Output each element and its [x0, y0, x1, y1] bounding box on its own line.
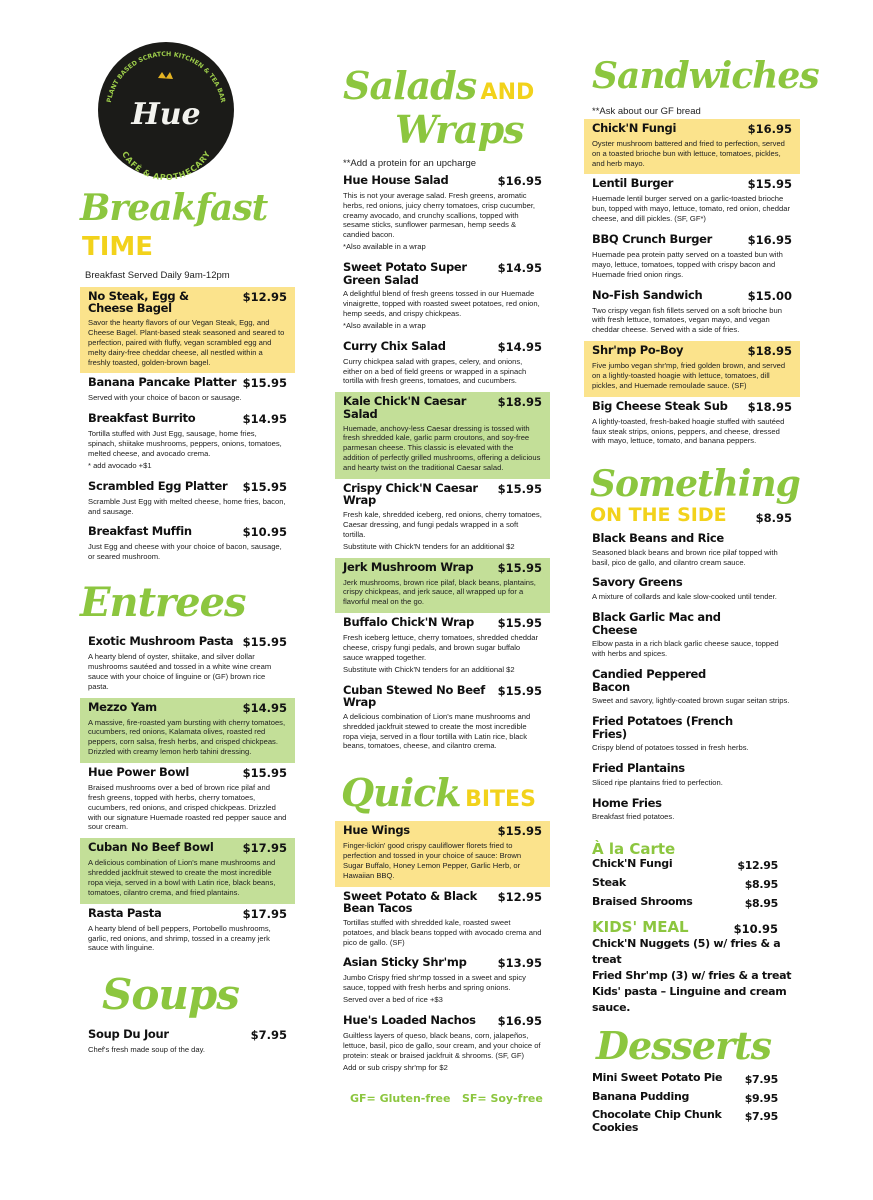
menu-item — [80, 904, 295, 960]
menu-item-price: $15.95 — [497, 481, 542, 496]
menu-item-header — [592, 289, 792, 303]
menu-item-description: Five jumbo vegan shr'mp, fried golden brown, and served on a lightly-toasted hoagie with lettuce, tomatoes, dill pickles, and Huemade remoulade sauce. (SF) — [592, 361, 786, 390]
menu-item — [335, 392, 550, 479]
menu-item-header — [592, 715, 792, 740]
menu-item-header — [343, 174, 542, 188]
alacarte-item-price: $8.95 — [744, 897, 778, 911]
menu-item-price: $14.95 — [497, 339, 542, 354]
menu-item-header — [88, 480, 287, 494]
menu-item-name: Crispy Chick'N Caesar Wrap — [343, 480, 478, 508]
menu-item-description: A delightful blend of fresh greens tossed in our Huemade vinaigrette, topped with roasted sweet potatoes, red onion, hemp seeds, and crispy chickpeas. — [343, 289, 540, 318]
menu-item-header — [592, 762, 792, 775]
menu-item-price: $12.95 — [497, 889, 542, 904]
menu-item-name: Fried Plantains — [592, 761, 685, 776]
menu-item — [80, 522, 295, 568]
menu-item-description: Jerk mushrooms, brown rice pilaf, black beans, plantains, crispy chickpeas, and jerk sauce, all wrapped up for a flavorful meal on the go. — [343, 577, 536, 607]
dessert-item-name: Chocolate Chip Chunk Cookies — [592, 1108, 722, 1134]
menu-item-header — [88, 766, 287, 780]
menu-item-description: Breakfast fried potatoes. — [592, 812, 675, 822]
right-column — [584, 55, 819, 1137]
sandwiches-section — [584, 55, 819, 452]
menu-item — [335, 1011, 550, 1078]
menu-item-price: $15.95 — [747, 177, 792, 192]
quick-title: Quick — [341, 770, 461, 816]
menu-item-price: $7.95 — [250, 1028, 287, 1043]
menu-item-price: $14.95 — [497, 260, 542, 275]
menu-item-price: $14.95 — [242, 700, 287, 715]
menu-item — [584, 712, 800, 759]
alacarte-title: À la Carte — [592, 840, 676, 859]
menu-item — [80, 1025, 295, 1061]
menu-item-description: Served with your choice of bacon or sausage. — [88, 393, 242, 403]
menu-item-name: Cuban Stewed No Beef Wrap — [343, 682, 485, 710]
menu-item — [584, 230, 800, 286]
svg-text:PLANT BASED SCRATCH KITCHEN &: PLANT BASED SCRATCH KITCHEN & TEA BAR — [105, 50, 227, 104]
menu-item — [584, 759, 800, 794]
menu-item-price: $18.95 — [747, 344, 792, 359]
svg-text:CAFÉ & APOTHECARY: CAFÉ & APOTHECARY — [120, 149, 212, 180]
menu-item-name: Hue's Loaded Nachos — [343, 1013, 476, 1028]
menu-item — [80, 477, 295, 523]
menu-item — [584, 341, 800, 397]
wraps-title: Wraps — [395, 106, 524, 152]
menu-item-price: $12.95 — [242, 289, 287, 304]
menu-item — [335, 558, 550, 614]
menu-item-price: $16.95 — [497, 173, 542, 188]
menu-item-note: *Also available in a wrap — [343, 242, 426, 252]
menu-item-name: Soup Du Jour — [88, 1027, 169, 1042]
menu-item-name: Lentil Burger — [592, 176, 674, 191]
alacarte-item-name: Braised Shrooms — [592, 895, 693, 909]
menu-item-price: $14.95 — [242, 412, 287, 427]
menu-item-price: $16.95 — [747, 121, 792, 136]
menu-item-note: * add avocado +$1 — [88, 460, 152, 470]
menu-item-name: Cuban No Beef Bowl — [88, 840, 214, 855]
alacarte-item-name: Steak — [592, 876, 626, 890]
menu-item-note: *Also available in a wrap — [343, 320, 426, 330]
menu-item-price: $15.95 — [242, 479, 287, 494]
menu-item — [80, 632, 295, 697]
menu-item-description: Two crispy vegan fish fillets served on a soft brioche bun with fresh lettuce, tomatoes, vegan mayo, and vegan cheddar cheese. Served with a side of fries. — [592, 305, 782, 335]
menu-item — [584, 665, 800, 712]
menu-item-description: Jumbo Crispy fried shr'mp tossed in a sweet and spicy sauce, topped with fresh herbs and spring onions. — [343, 973, 526, 993]
entrees-section — [80, 579, 295, 959]
menu-item-price: $16.95 — [747, 232, 792, 247]
menu-item-name: Fried Potatoes (French Fries) — [592, 714, 733, 741]
menu-item-name: No-Fish Sandwich — [592, 287, 703, 302]
menu-item — [335, 681, 550, 758]
menu-item — [584, 119, 800, 175]
sides-section — [584, 463, 800, 828]
alacarte-item — [592, 896, 792, 912]
menu-item-description: Huemade pea protein patty served on a toasted bun with mayo, lettuce, tomatoes, topped with crispy bacon and Huemade fried onion rings. — [592, 249, 783, 279]
menu-item-header — [592, 233, 792, 247]
menu-item-description: Sliced ripe plantains fried to perfection. — [592, 777, 723, 787]
menu-item-price: $15.95 — [242, 765, 287, 780]
kids-meal-item: Chick'N Nuggets (5) w/ fries & a treat — [592, 937, 781, 966]
menu-item-price: $10.95 — [242, 525, 287, 540]
menu-item-header — [592, 177, 792, 191]
menu-item-header — [343, 1014, 542, 1028]
menu-item-description: A hearty blend of bell peppers, Portobello mushrooms, garlic, red onions, and shrimp, tossed in a creamy jerk sauce with linguine. — [88, 923, 271, 953]
menu-item — [335, 479, 550, 558]
menu-item-price: $15.95 — [497, 824, 542, 839]
salads-and: AND — [480, 80, 535, 105]
middle-column — [335, 63, 550, 1106]
alacarte-item — [592, 858, 792, 874]
quick-bites-section — [335, 770, 550, 1078]
alacarte-item-name: Chick'N Fungi — [592, 857, 673, 871]
menu-item-header — [592, 400, 792, 414]
dessert-item-name: Banana Pudding — [592, 1089, 690, 1103]
menu-item-note: Served over a bed of rice +$3 — [343, 995, 443, 1005]
menu-item — [80, 287, 295, 374]
menu-item-name: Hue Wings — [343, 823, 410, 838]
alacarte-item-price: $12.95 — [737, 859, 778, 873]
salads-title: Salads — [343, 63, 477, 108]
menu-item-name: Sweet Potato & Black Bean Tacos — [343, 888, 477, 916]
menu-item — [335, 887, 550, 954]
breakfast-section — [80, 187, 295, 568]
menu-item-price: $15.95 — [242, 376, 287, 391]
menu-item-description: Curry chickpea salad with grapes, celery, and onions, either on a bed of field greens or wrapped in a spinach tortilla with fresh greens, tomatoes, and cucumbers. — [343, 356, 527, 386]
menu-item-price: $17.95 — [242, 906, 287, 921]
menu-item-name: Candied Peppered Bacon — [592, 666, 706, 694]
dessert-item-name: Mini Sweet Potato Pie — [592, 1070, 723, 1084]
salads-section — [335, 63, 550, 757]
menu-item-name: Rasta Pasta — [88, 905, 162, 920]
menu-item-name: Scrambled Egg Platter — [88, 478, 228, 493]
menu-item — [584, 573, 800, 608]
menu-item-description: Finger-lickin' good crispy cauliflower florets fried to perfection and tossed in your choice of sauce: Brown Sugar Buffalo, Honey Lemon Pepper, Garlic Herb, or Hawaiian BBQ. — [343, 841, 522, 880]
menu-item-header — [343, 956, 542, 970]
menu-item — [335, 171, 550, 258]
menu-item-description: Oyster mushroom battered and fried to perfection, served on a toasted brioche bun with lettuce, tomatoes, pickles, and herb mayo. — [592, 138, 785, 168]
kids-meal-item: Fried Shr'mp (3) w/ fries & a treat — [592, 968, 792, 982]
menu-item-name: Black Garlic Mac and Cheese — [592, 609, 721, 637]
desserts-section — [592, 1022, 792, 1134]
menu-item-description: A delicious combination of Lion's mane mushrooms and shredded jackfruit stewed to create the most incredible ropa vieja, served in a flour tortilla with Latin rice, black beans, tomatoes, cheese, and cilantro crema. — [343, 711, 531, 751]
menu-item — [80, 698, 295, 763]
menu-item-name: Black Beans and Rice — [592, 531, 724, 546]
menu-item — [335, 953, 550, 1011]
menu-item-header — [592, 797, 792, 810]
menu-item-header — [88, 635, 287, 649]
menu-item-header — [343, 616, 542, 630]
menu-item-header — [343, 340, 542, 354]
menu-item-price: $16.95 — [497, 1014, 542, 1029]
menu-item — [584, 608, 800, 665]
menu-item-header — [343, 824, 542, 838]
menu-item-name: Breakfast Burrito — [88, 411, 196, 426]
menu-item-header — [88, 701, 287, 715]
menu-item-name: Curry Chix Salad — [343, 338, 446, 353]
menu-item-description: Scramble Just Egg with melted cheese, home fries, bacon, and sausage. — [88, 496, 286, 516]
menu-item-name: Breakfast Muffin — [88, 524, 192, 539]
menu-item-description: Seasoned black beans and brown rice pilaf topped with basil, pico de gallo, and cilantro cream sauce. — [592, 547, 778, 567]
menu-item-price: $13.95 — [497, 956, 542, 971]
alacarte-section — [592, 840, 792, 1016]
menu-item-name: Hue Power Bowl — [88, 764, 190, 779]
sides-price: $8.95 — [755, 511, 792, 526]
legend-gf: GF= Gluten-free — [350, 1092, 451, 1106]
menu-item-description: Huemade lentil burger served on a garlic-toasted brioche bun, topped with mayo, lettuce, tomato, red onion, cheddar cheese, and dill pickles. (SF, GF*) — [592, 194, 790, 224]
menu-item-header — [592, 611, 792, 636]
menu-item-price: $15.95 — [497, 560, 542, 575]
menu-item-header — [592, 344, 792, 358]
menu-item-header — [88, 290, 287, 315]
menu-item-description: Savor the hearty flavors of our Vegan Steak, Egg, and Cheese Bagel. Plant-based steak seasoned and seared to perfection, paired with fluffy, vegan scrambled egg and melty dairy-free cheddar cheese, all nestled within a freshly toasted, golden-brown bagel. — [88, 318, 285, 367]
menu-item-header — [592, 122, 792, 136]
sides-subtitle: ON THE SIDE — [590, 504, 727, 527]
menu-item-description: Braised mushrooms over a bed of brown rice pilaf and fresh greens, topped with herbs, cherry tomatoes, cucumbers, red onions, and crisped chickpeas. Drizzled with our signature Huemade roasted red pepper sauce and sour cream. — [88, 782, 287, 832]
menu-item-header — [88, 525, 287, 539]
menu-item-description: A massive, fire-roasted yam bursting with cherry tomatoes, cucumbers, red onions, Kalamata olives, roasted red peppers, corn salsa, fresh herbs, and crisped chickpeas. Drizzled with creamy lemon herb tahini dressing. — [88, 717, 286, 757]
dessert-item — [592, 1091, 792, 1107]
desserts-title: Desserts — [596, 1022, 772, 1068]
sandwiches-title: Sandwiches — [592, 55, 819, 97]
menu-item-name: Chick'N Fungi — [592, 120, 677, 135]
entrees-title: Entrees — [80, 579, 246, 627]
menu-item-name: Hue House Salad — [343, 172, 449, 187]
salads-note: **Add a protein for an upcharge — [343, 157, 477, 169]
menu-item-price: $18.95 — [747, 399, 792, 414]
menu-item — [584, 174, 800, 230]
soups-title: Soups — [102, 970, 239, 1020]
menu-item-name: Kale Chick'N Caesar Salad — [343, 394, 467, 421]
menu-item-name: Asian Sticky Shr'mp — [343, 955, 467, 970]
menu-item-price: $15.95 — [497, 616, 542, 631]
menu-item-note: Substitute with Chick'N tenders for an additional $2 — [343, 664, 515, 674]
breakfast-hours: Breakfast Served Daily 9am-12pm — [85, 269, 230, 281]
menu-item — [80, 373, 295, 409]
menu-item-name: Big Cheese Steak Sub — [592, 398, 728, 413]
breakfast-subtitle: TIME — [82, 231, 154, 262]
menu-item-header — [88, 1028, 287, 1042]
dessert-item — [592, 1109, 792, 1133]
menu-item-description: A mixture of collards and kale slow-cooked until tender. — [592, 592, 777, 602]
menu-item-description: Chef's fresh made soup of the day. — [88, 1045, 205, 1055]
menu-item — [335, 337, 550, 393]
menu-item-name: Jerk Mushroom Wrap — [343, 559, 474, 574]
menu-item-price: $18.95 — [497, 395, 542, 410]
menu-item — [80, 838, 295, 903]
menu-item-name: BBQ Crunch Burger — [592, 231, 713, 246]
dessert-item-price: $7.95 — [744, 1110, 778, 1124]
dessert-item — [592, 1072, 792, 1088]
sides-title: Something — [590, 463, 800, 506]
menu-item — [584, 286, 800, 342]
menu-item — [335, 821, 550, 886]
left-column — [80, 40, 295, 1061]
menu-item-header — [88, 412, 287, 426]
menu-item-name: Buffalo Chick'N Wrap — [343, 615, 474, 630]
soups-section — [80, 970, 295, 1061]
menu-item-description: Fresh iceberg lettuce, cherry tomatoes, shredded cheddar cheese, crispy fungi pedals, and brown sugar buffalo sauce wrapped together. — [343, 633, 539, 662]
menu-item — [584, 397, 800, 453]
menu-item-price: $15.95 — [242, 635, 287, 650]
sandwiches-note: **Ask about our GF bread — [592, 105, 701, 117]
menu-item-header — [88, 841, 287, 855]
kids-title: KIDS' MEAL — [592, 918, 689, 937]
dessert-item-price: $9.95 — [744, 1091, 778, 1105]
menu-item — [335, 258, 550, 337]
menu-item-price: $15.00 — [747, 288, 792, 303]
menu-item-name: Home Fries — [592, 795, 662, 810]
menu-item — [584, 529, 800, 573]
legend-sf: SF= Soy-free — [461, 1092, 543, 1106]
kids-meal-item: Kids' pasta – Linguine and cream sauce. — [592, 984, 787, 1014]
menu-item-description: Tortillas stuffed with shredded kale, roasted sweet potatoes, and black beans topped with avocado crema and pico de gallo. (SF) — [343, 917, 542, 947]
menu-item-name: Exotic Mushroom Pasta — [88, 634, 234, 649]
menu-item-header — [592, 532, 792, 545]
logo — [96, 40, 236, 180]
menu-item-header — [88, 907, 287, 921]
menu-item-description: Guiltless layers of queso, black beans, corn, jalapeños, lettuce, basil, pico de gallo, sour cream, and your choice of protein: steak or braised jackfruit & shrooms. (SF, GF) — [343, 1031, 541, 1060]
menu-item-header — [592, 576, 792, 589]
menu-item-header — [592, 668, 792, 693]
menu-item-name: Savory Greens — [592, 575, 683, 590]
menu-item-description: A delicious combination of Lion's mane mushrooms and shredded jackfruit stewed to create the most incredible ropa vieja, served in a bowl with Latin rice, black beans, tomatoes, cilantro crema, and fried plantains. — [88, 858, 276, 897]
menu-item-note: Add or sub crispy shr'mp for $2 — [343, 1062, 448, 1072]
menu-item-description: Crispy blend of potatoes tossed in fresh herbs. — [592, 743, 749, 753]
menu-item-name: Banana Pancake Platter — [88, 375, 237, 390]
menu-item-description: A lightly-toasted, fresh-baked hoagie stuffed with sautéed faux steak strips, onions, peppers, and cheese, dressed with mayo, lettuce, tomato, and banana peppers. — [592, 416, 785, 446]
menu-item-price: $15.95 — [497, 683, 542, 698]
menu-item-header — [343, 890, 542, 915]
alacarte-item-price: $8.95 — [744, 878, 778, 892]
dessert-item-price: $7.95 — [744, 1072, 778, 1086]
menu-item-description: Just Egg and cheese with your choice of bacon, sausage, or seared mushroom. — [88, 542, 282, 562]
menu-item-description: This is not your average salad. Fresh greens, aromatic herbs, red onions, juicy cherry tomatoes, crisp cucumber, creamy avocado, and crunchy scallions, topped with sesame sticks, sunflower parmesan, hemp seeds & candied bacon. — [343, 190, 536, 240]
menu-item-description: A hearty blend of oyster, shiitake, and silver dollar mushrooms sautéed and tossed in a white wine cream sauce with your choice of linguine or (GF) brown rice pasta. — [88, 652, 272, 691]
menu-item — [335, 613, 550, 680]
menu-item — [80, 409, 295, 476]
menu-item-header — [343, 395, 542, 420]
legend — [350, 1092, 550, 1105]
menu-item-header — [88, 376, 287, 390]
menu-item — [584, 794, 800, 829]
menu-item-description: Tortilla stuffed with Just Egg, sausage, home fries, spinach, shiitake mushrooms, peppers, onions, tomatoes, melted cheese, and avocado crema. — [88, 429, 282, 458]
svg-text:Hue: Hue — [131, 97, 201, 132]
menu-item-description: Sweet and savory, lightly-coated brown sugar seitan strips. — [592, 696, 790, 706]
menu-item-note: Substitute with Chick'N tenders for an additional $2 — [343, 541, 515, 551]
menu-item-name: Mezzo Yam — [88, 699, 157, 714]
menu-item-description: Elbow pasta in a rich black garlic cheese sauce, topped with herbs and spices. — [592, 639, 779, 659]
menu-item-header — [343, 482, 542, 507]
menu-item-name: Sweet Potato Super Green Salad — [343, 259, 467, 287]
menu-item-description: Fresh kale, shredded iceberg, red onions, cherry tomatoes, Caesar dressing, and fungi pedals wrapped in a soft tortilla. — [343, 510, 542, 539]
menu-item-description: Huemade, anchovy-less Caesar dressing is tossed with fresh shredded kale, garlic parm croutons, and soy-free parmesan cheese. This classic is elevated with the addition of perfectly grilled mushrooms, offering a delicious and hearty twist on the traditional Caesar salad. — [343, 423, 541, 472]
menu-item-header — [343, 261, 542, 286]
alacarte-item — [592, 877, 792, 893]
menu-item-name: No Steak, Egg & Cheese Bagel — [88, 288, 189, 316]
menu-item-header — [343, 561, 542, 575]
breakfast-title: Breakfast — [80, 187, 268, 229]
bites-title: BITES — [465, 787, 536, 813]
kids-price: $10.95 — [733, 922, 778, 937]
menu-item-header — [343, 684, 542, 709]
menu-item-name: Shr'mp Po-Boy — [592, 343, 684, 358]
menu-item-price: $17.95 — [242, 841, 287, 856]
menu-item — [80, 763, 295, 838]
